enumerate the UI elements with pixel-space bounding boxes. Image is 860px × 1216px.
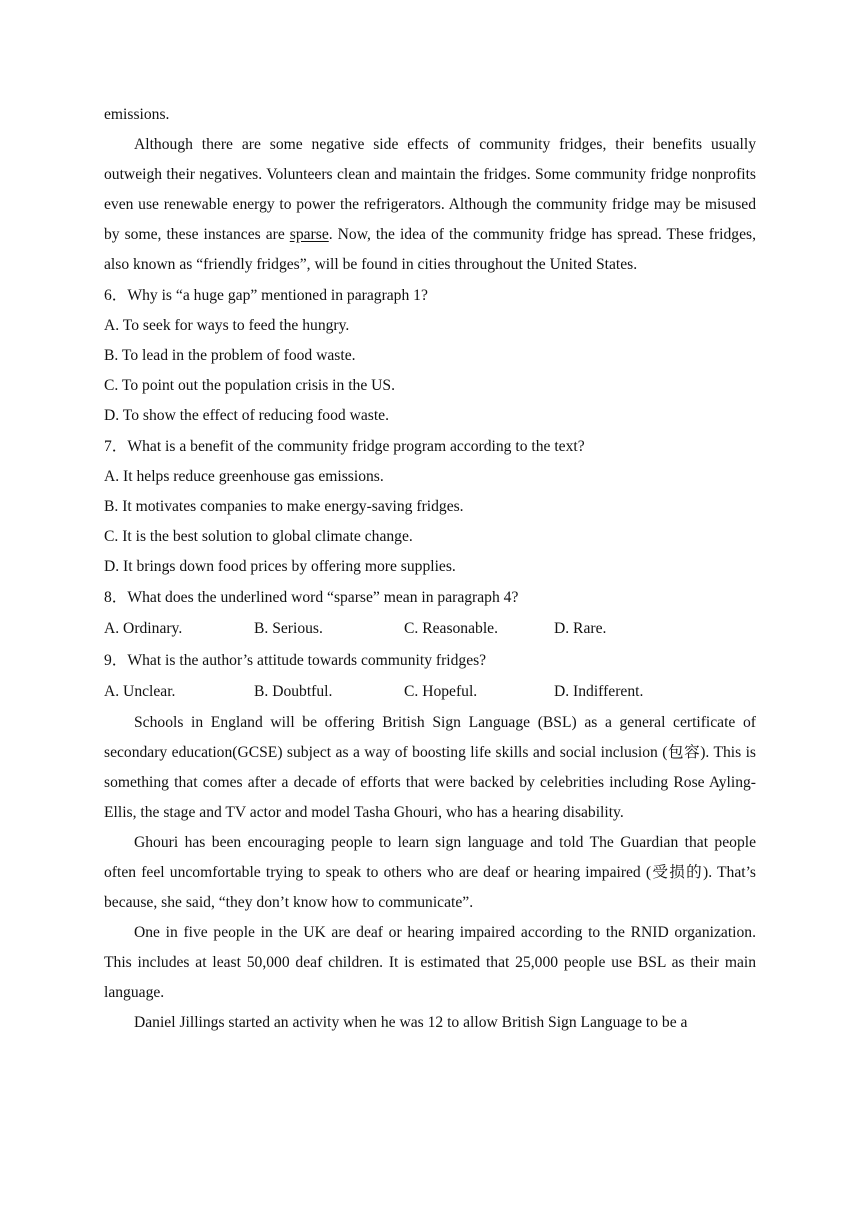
- question-6-option-b: B. To lead in the problem of food waste.: [104, 347, 356, 364]
- question-7-option-b: B. It motivates companies to make energy-saving fridges.: [104, 498, 464, 515]
- question-7-option-d: D. It brings down food prices by offering more supplies.: [104, 558, 456, 575]
- passage-b-paragraph-3: One in five people in the UK are deaf or hearing impaired according to the RNID organization. This includes at least 50,000 deaf children. It is estimated that 25,000 people use BSL as their main language.: [104, 924, 756, 1001]
- question-8-option-d: D. Rare.: [554, 620, 607, 637]
- underlined-word-sparse: sparse: [289, 226, 329, 243]
- question-9-option-b: B. Doubtful.: [254, 683, 333, 700]
- question-6-option-c: C. To point out the population crisis in the US.: [104, 377, 395, 394]
- question-8-options: [104, 613, 756, 645]
- document-content: [104, 100, 756, 1038]
- passage-b-paragraph-2: Ghouri has been encouraging people to learn sign language and told The Guardian that people often feel uncomfortable trying to speak to others who are deaf or hearing impaired (受损的). That’s because, she said, “they don’t know how to communicate”.: [104, 834, 756, 911]
- question-8-option-a: A. Ordinary.: [104, 620, 183, 637]
- p4-text-before: Although there are some negative side effects of community fridges, their benefits usually outweigh their negatives. Volunteers clean and maintain the fridges. Some community fridge nonprofits even use renewable energy to power the refrigerators. Although the community fridge may be misused by some, these instances are: [104, 136, 756, 243]
- question-6-stem: 6．Why is “a huge gap” mentioned in paragraph 1?: [104, 287, 428, 304]
- question-7-option-c: C. It is the best solution to global climate change.: [104, 528, 413, 545]
- passage-b-paragraph-4: Daniel Jillings started an activity when he was 12 to allow British Sign Language to be a: [134, 1014, 688, 1031]
- question-6-option-d: D. To show the effect of reducing food waste.: [104, 407, 390, 424]
- question-7-stem: 7．What is a benefit of the community fridge program according to the text?: [104, 438, 585, 455]
- question-8-option-c: C. Reasonable.: [404, 620, 498, 637]
- question-6-option-a: A. To seek for ways to feed the hungry.: [104, 317, 350, 334]
- question-9-option-c: C. Hopeful.: [404, 683, 478, 700]
- passage-a-line: emissions.: [104, 106, 170, 123]
- question-9-option-a: A. Unclear.: [104, 683, 176, 700]
- question-9-stem: 9．What is the author’s attitude towards community fridges?: [104, 652, 487, 669]
- question-7-option-a: A. It helps reduce greenhouse gas emissions.: [104, 468, 384, 485]
- question-8-stem: 8．What does the underlined word “sparse” mean in paragraph 4?: [104, 589, 519, 606]
- passage-a-paragraph-4: [104, 130, 756, 280]
- question-8-option-b: B. Serious.: [254, 620, 323, 637]
- passage-b-paragraph-1: Schools in England will be offering British Sign Language (BSL) as a general certificate of secondary education(GCSE) subject as a way of boosting life skills and social inclusion (包容). This is something that comes after a decade of efforts that were backed by celebrities including Rose Ayling-Ellis, the stage and TV actor and model Tasha Ghouri, who has a hearing disability.: [104, 714, 756, 821]
- question-9-option-d: D. Indifferent.: [554, 683, 644, 700]
- p4-text-after: . Now, the idea of the community fridge has spread. These fridges, also known as “friendly fridges”, will be found in cities throughout the United States.: [104, 226, 756, 273]
- question-9-options: [104, 676, 756, 708]
